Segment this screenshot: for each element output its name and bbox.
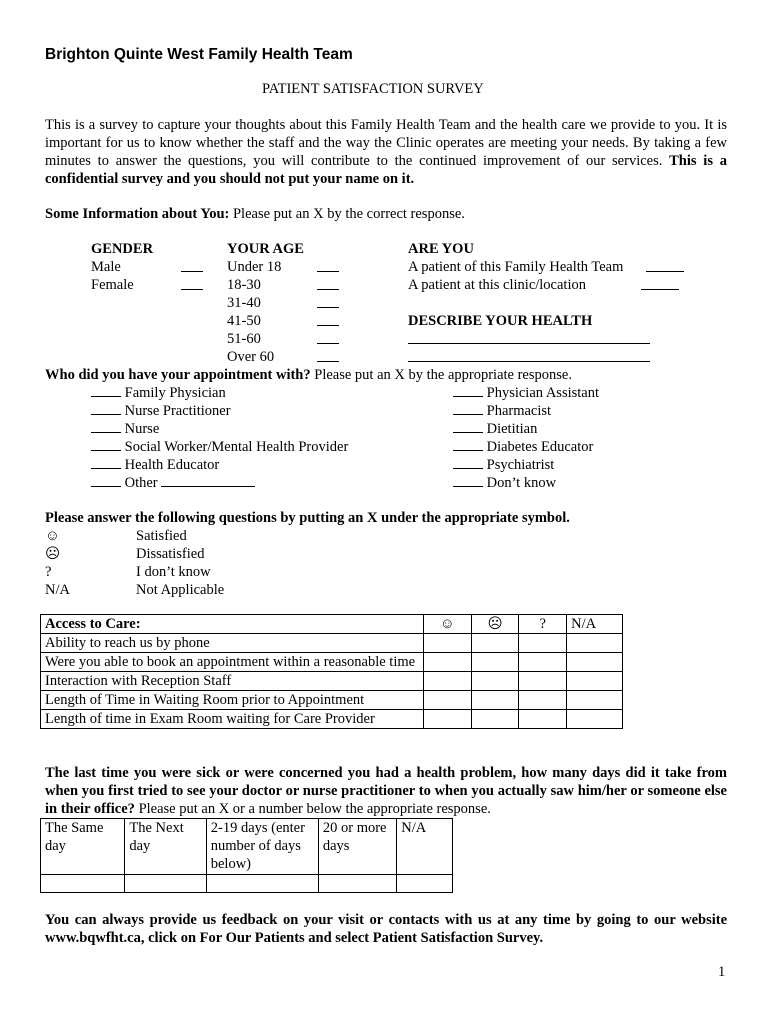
- legend-heading: Please answer the following questions by putting an X under the appropriate symbol.: [45, 510, 570, 526]
- age-option: 18-30: [227, 277, 261, 293]
- appointment-heading-line: [45, 366, 572, 384]
- satisfied-icon: ☺: [45, 528, 60, 544]
- answer-cell[interactable]: [471, 653, 519, 672]
- provider-label: Other: [124, 475, 158, 491]
- health-blank[interactable]: [408, 349, 650, 362]
- table-row: [41, 672, 623, 691]
- gender-male-blank[interactable]: [181, 259, 203, 272]
- age-blank[interactable]: [317, 259, 339, 272]
- provider-option[interactable]: [91, 474, 255, 492]
- provider-blank[interactable]: [91, 420, 121, 433]
- answer-cell[interactable]: [471, 710, 519, 729]
- provider-option[interactable]: [91, 402, 231, 420]
- appointment-instruction: Please put an X by the appropriate response.: [310, 367, 572, 383]
- are-you-blank[interactable]: [646, 259, 684, 272]
- info-heading-line: [45, 205, 465, 223]
- provider-label: Diabetes Educator: [486, 439, 594, 455]
- provider-option[interactable]: [453, 420, 537, 438]
- question-cell: Ability to reach us by phone: [41, 634, 424, 653]
- age-option: Under 18: [227, 259, 282, 275]
- age-option: 51-60: [227, 331, 261, 347]
- provider-label: Physician Assistant: [486, 385, 600, 401]
- age-blank[interactable]: [317, 295, 339, 308]
- organization-name: Brighton Quinte West Family Health Team: [45, 46, 353, 63]
- answer-cell[interactable]: [423, 691, 471, 710]
- confidential-note: This is a confidential survey and you should not put your name on it.: [45, 153, 727, 187]
- are-you-blank[interactable]: [641, 277, 679, 290]
- provider-option[interactable]: [91, 420, 159, 438]
- table-row: [41, 691, 623, 710]
- answer-cell[interactable]: [397, 875, 453, 893]
- provider-blank[interactable]: [453, 402, 483, 415]
- provider-option[interactable]: [453, 402, 551, 420]
- provider-blank[interactable]: [453, 456, 483, 469]
- access-to-care-table: [40, 614, 623, 729]
- page-title: PATIENT SATISFACTION SURVEY: [262, 81, 484, 97]
- provider-blank[interactable]: [453, 420, 483, 433]
- satisfied-icon: ☺: [423, 615, 471, 634]
- age-blank[interactable]: [317, 277, 339, 290]
- provider-label: Dietitian: [486, 421, 538, 437]
- age-heading: YOUR AGE: [227, 241, 304, 257]
- answer-cell[interactable]: [423, 634, 471, 653]
- answer-cell[interactable]: [567, 653, 623, 672]
- days-column-header: The Next day: [125, 819, 206, 875]
- dissatisfied-icon: ☹: [45, 546, 61, 562]
- provider-blank[interactable]: [91, 438, 121, 451]
- days-column-header: 2-19 days (enter number of days below): [206, 819, 318, 875]
- days-question-text: The last time you were sick or were concerned you had a health problem, how many days did it take from when you first tried to see your doctor or nurse practitioner to when you actually saw him/her or someone else in their office?: [45, 765, 727, 817]
- answer-cell[interactable]: [567, 634, 623, 653]
- are-you-option: A patient of this Family Health Team: [408, 259, 624, 275]
- provider-option[interactable]: [453, 384, 599, 402]
- days-question-instruction: Please put an X or a number below the appropriate response.: [134, 801, 491, 817]
- table-row: [41, 653, 623, 672]
- age-blank[interactable]: [317, 349, 339, 362]
- provider-option[interactable]: [453, 474, 556, 492]
- answer-cell[interactable]: [519, 710, 567, 729]
- answer-cell[interactable]: [423, 710, 471, 729]
- days-question: [45, 764, 727, 818]
- provider-blank[interactable]: [91, 456, 121, 469]
- provider-label: Nurse Practitioner: [124, 403, 231, 419]
- answer-cell[interactable]: [471, 634, 519, 653]
- provider-label: Health Educator: [124, 457, 220, 473]
- legend-label: I don’t know: [136, 564, 211, 580]
- provider-label: Don’t know: [486, 475, 557, 491]
- table-row: [41, 634, 623, 653]
- info-heading: Some Information about You:: [45, 206, 230, 222]
- question-mark-icon: ?: [45, 564, 52, 580]
- table-header-cell: Access to Care:: [41, 615, 424, 634]
- appointment-heading: Who did you have your appointment with?: [45, 367, 311, 383]
- answer-cell[interactable]: [471, 691, 519, 710]
- answer-cell[interactable]: [567, 691, 623, 710]
- answer-cell[interactable]: [41, 875, 125, 893]
- age-blank[interactable]: [317, 313, 339, 326]
- are-you-heading: ARE YOU: [408, 241, 474, 257]
- answer-cell[interactable]: [519, 634, 567, 653]
- answer-cell[interactable]: [567, 710, 623, 729]
- provider-option[interactable]: [91, 384, 226, 402]
- provider-option[interactable]: [91, 456, 219, 474]
- intro-paragraph: [45, 116, 727, 188]
- answer-cell[interactable]: [206, 875, 318, 893]
- provider-label: Family Physician: [124, 385, 226, 401]
- answer-cell[interactable]: [423, 653, 471, 672]
- provider-option[interactable]: [91, 438, 348, 456]
- days-column-header: N/A: [397, 819, 453, 875]
- gender-heading: GENDER: [91, 241, 154, 257]
- answer-cell[interactable]: [423, 672, 471, 691]
- other-provider-blank[interactable]: [161, 474, 255, 487]
- answer-cell[interactable]: [125, 875, 206, 893]
- dissatisfied-icon: ☹: [471, 615, 519, 634]
- provider-label: Pharmacist: [486, 403, 552, 419]
- page-number: 1: [718, 964, 726, 980]
- table-row: [41, 710, 623, 729]
- not-applicable-header: N/A: [567, 615, 623, 634]
- provider-label: Nurse: [124, 421, 160, 437]
- not-applicable-symbol: N/A: [45, 582, 70, 598]
- feedback-note: You can always provide us feedback on your visit or contacts with us at any time by going to our website www.bqwfht.ca, click on For Our Patients and select Patient Satisfaction Survey.: [45, 912, 727, 946]
- question-cell: Interaction with Reception Staff: [41, 672, 424, 691]
- provider-blank[interactable]: [453, 384, 483, 397]
- answer-cell[interactable]: [519, 672, 567, 691]
- provider-option[interactable]: [453, 456, 554, 474]
- provider-blank[interactable]: [453, 474, 483, 487]
- provider-blank[interactable]: [91, 402, 121, 415]
- provider-label: Social Worker/Mental Health Provider: [124, 439, 349, 455]
- days-table: [40, 818, 453, 893]
- gender-female-blank[interactable]: [181, 277, 203, 290]
- gender-option-male: Male: [91, 259, 121, 275]
- legend-label: Satisfied: [136, 528, 187, 544]
- provider-label: Psychiatrist: [486, 457, 555, 473]
- answer-cell[interactable]: [519, 691, 567, 710]
- days-column-header: 20 or more days: [318, 819, 396, 875]
- age-blank[interactable]: [317, 331, 339, 344]
- provider-option[interactable]: [453, 438, 593, 456]
- question-mark-icon: ?: [519, 615, 567, 634]
- question-cell: Length of time in Exam Room waiting for Care Provider: [41, 710, 424, 729]
- age-option: 31-40: [227, 295, 261, 311]
- question-cell: Length of Time in Waiting Room prior to Appointment: [41, 691, 424, 710]
- question-cell: Were you able to book an appointment within a reasonable time: [41, 653, 424, 672]
- provider-blank[interactable]: [91, 474, 121, 487]
- days-column-header: The Same day: [41, 819, 125, 875]
- intro-text: This is a survey to capture your thoughts about this Family Health Team and the health care we provide to you. It is important for us to know whether the staff and the way the Clinic operates are meeting your needs. By taking a few minutes to answer the questions, you will contribute to the continued improvement of our services.: [45, 117, 727, 169]
- age-option: 41-50: [227, 313, 261, 329]
- gender-option-female: Female: [91, 277, 134, 293]
- table-row: [41, 875, 453, 893]
- provider-blank[interactable]: [91, 384, 121, 397]
- answer-cell[interactable]: [519, 653, 567, 672]
- answer-cell[interactable]: [318, 875, 396, 893]
- health-blank[interactable]: [408, 331, 650, 344]
- info-instruction: Please put an X by the correct response.: [229, 206, 465, 222]
- answer-cell[interactable]: [567, 672, 623, 691]
- age-option: Over 60: [227, 349, 275, 365]
- legend-label: Not Applicable: [136, 582, 225, 598]
- provider-blank[interactable]: [453, 438, 483, 451]
- answer-cell[interactable]: [471, 672, 519, 691]
- are-you-option: A patient at this clinic/location: [408, 277, 586, 293]
- legend-label: Dissatisfied: [136, 546, 205, 562]
- health-heading: DESCRIBE YOUR HEALTH: [408, 313, 593, 329]
